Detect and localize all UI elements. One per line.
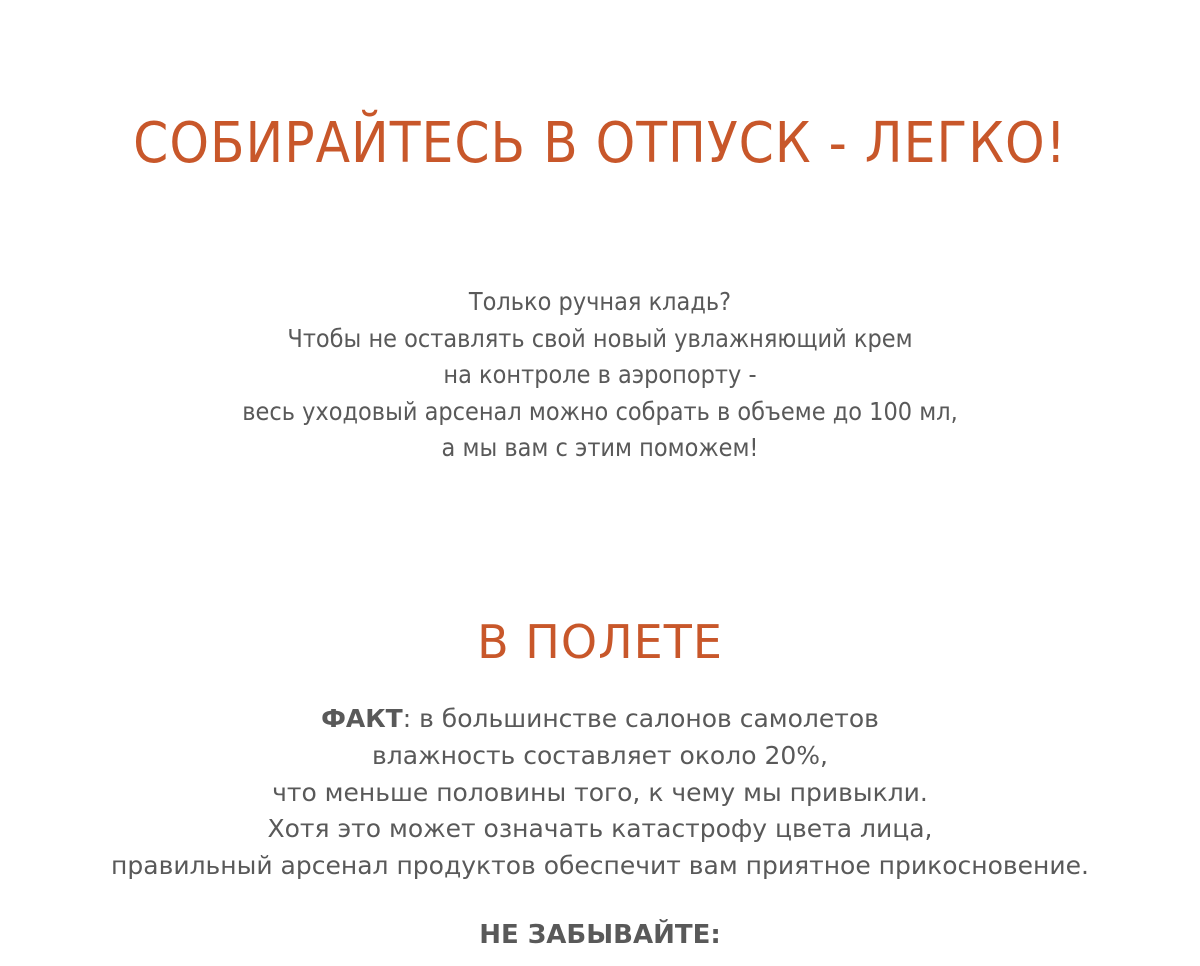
fact-line: что меньше половины того, к чему мы привыкли.: [272, 777, 928, 807]
intro-line: Чтобы не оставлять свой новый увлажняющий крем: [287, 323, 913, 353]
fact-paragraph: [0, 701, 1200, 885]
fact-label: ФАКТ: [321, 704, 403, 733]
fact-line: правильный арсенал продуктов обеспечит вам приятное прикосновение.: [111, 851, 1089, 881]
fact-line: [0, 701, 1200, 738]
fact-line: влажность составляет около 20%,: [372, 740, 828, 770]
intro-line: Только ручная кладь?: [468, 287, 732, 316]
intro-line: а мы вам с этим поможем!: [441, 433, 759, 462]
main-title: СОБИРАЙТЕСЬ В ОТПУСК - ЛЕГКО!: [133, 111, 1067, 176]
fact-first-line-text: : в большинстве салонов самолетов: [402, 704, 879, 733]
fact-line: Хотя это может означать катастрофу цвета лица,: [267, 814, 933, 844]
section-title-in-flight: В ПОЛЕТЕ: [477, 615, 723, 669]
reminder-heading: НЕ ЗАБЫВАЙТЕ:: [479, 920, 721, 950]
intro-paragraph: [0, 284, 1200, 467]
intro-line: весь уходовый арсенал можно собрать в объеме до 100 мл,: [242, 396, 958, 426]
intro-line: на контроле в аэропорту -: [443, 360, 757, 389]
